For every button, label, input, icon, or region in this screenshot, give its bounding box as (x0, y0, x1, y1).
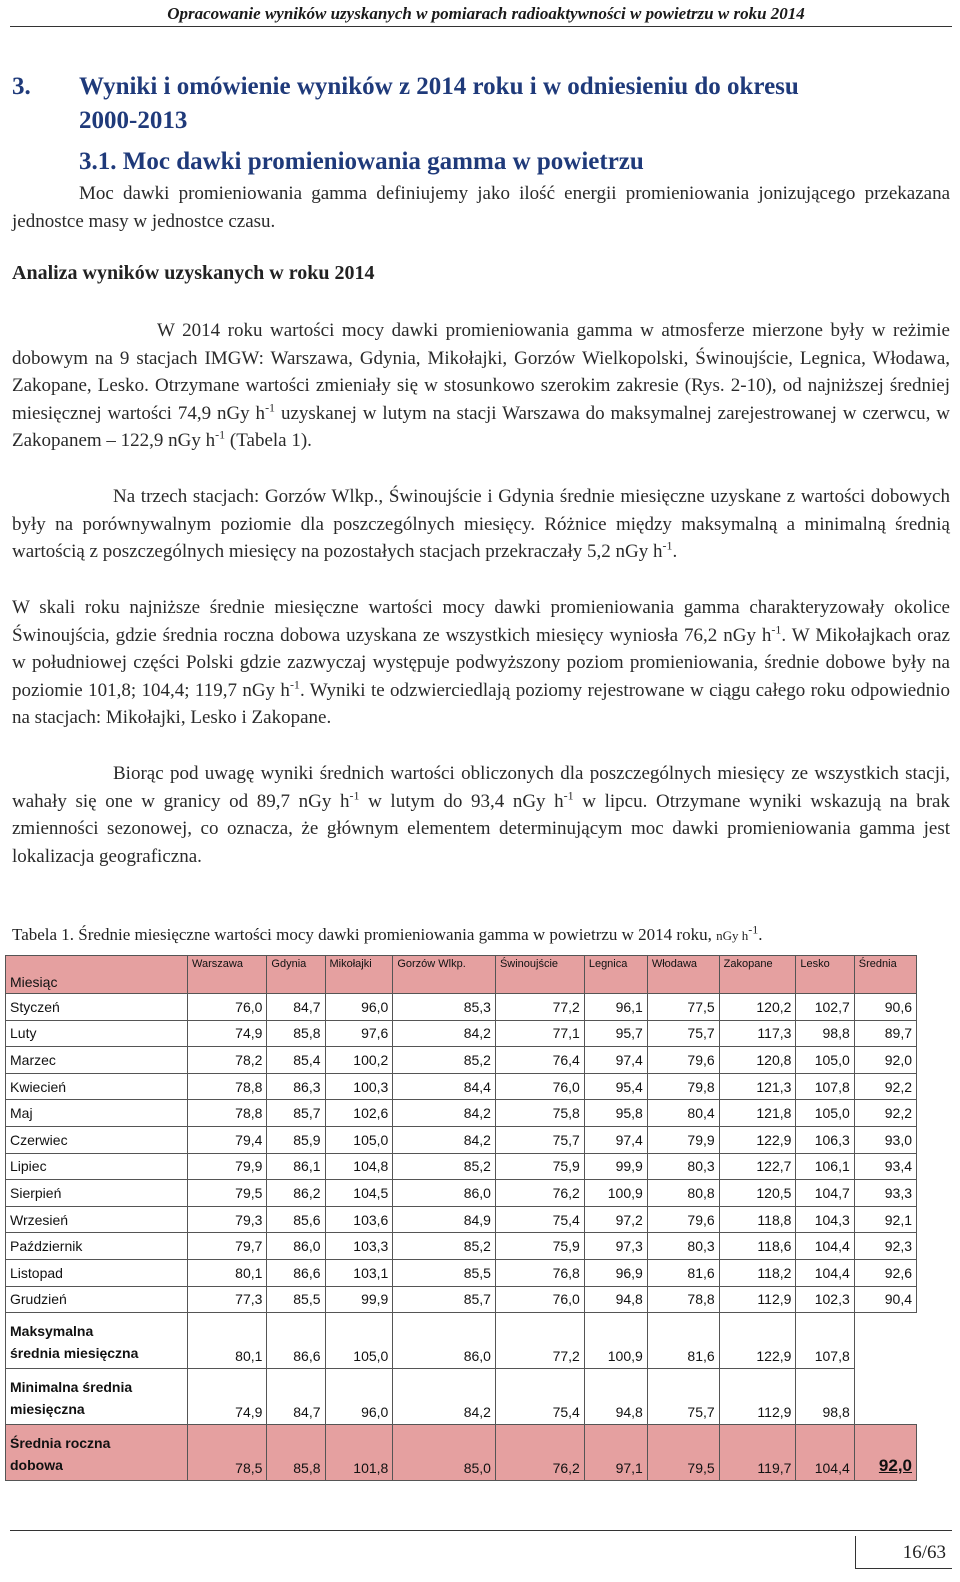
table-cell: 86,3 (267, 1073, 325, 1100)
table-header-cell: Miesiąc (6, 956, 188, 994)
paragraph-text: . W Mikołajkach oraz w południowej części Polski gdzie zazwyczaj występuje podwyższony poziom promieniowania, średnie dobowe były na poziomie 101,8; 104,4; 119,7 nGy h (12, 624, 950, 701)
row-label: Marzec (6, 1047, 188, 1074)
table-row (6, 1286, 917, 1313)
table-cell: 79,6 (647, 1206, 719, 1233)
table-cell: 86,6 (267, 1259, 325, 1286)
table-cell: 93,4 (854, 1153, 916, 1180)
table-cell: 74,9 (188, 1369, 267, 1425)
table-cell: 75,9 (495, 1233, 584, 1260)
table-cell: 75,7 (647, 1369, 719, 1425)
paragraph-text: . (672, 541, 678, 562)
table-cell: 85,2 (393, 1153, 496, 1180)
table-cell: 78,8 (188, 1100, 267, 1127)
summary-label (6, 1369, 188, 1425)
table-cell: 77,3 (188, 1286, 267, 1313)
table-cell: 79,9 (647, 1126, 719, 1153)
table-cell: 75,4 (495, 1206, 584, 1233)
table-cell: 96,1 (584, 994, 647, 1021)
table-cell: 122,7 (719, 1153, 796, 1180)
summary-label (6, 1313, 188, 1369)
analysis-paragraph-4 (12, 760, 950, 870)
table-cell: 93,3 (854, 1180, 916, 1207)
table-cell: 121,8 (719, 1100, 796, 1127)
summary-label-line1: Minimalna średnia (10, 1379, 133, 1396)
row-label: Kwiecień (6, 1073, 188, 1100)
table-cell: 112,9 (719, 1369, 796, 1425)
table-cell: 79,8 (647, 1073, 719, 1100)
table-cell: 77,5 (647, 994, 719, 1021)
summary-label-line1: Średnia roczna (10, 1435, 111, 1452)
table-cell: 84,2 (393, 1100, 496, 1127)
table-cell: 85,7 (267, 1100, 325, 1127)
table-cell: 118,6 (719, 1233, 796, 1260)
table-cell: 85,7 (393, 1286, 496, 1313)
table-caption (12, 922, 763, 945)
table-header-cell: Gdynia (267, 956, 325, 994)
summary-label-line1: Maksymalna (10, 1323, 94, 1340)
table-cell: 97,4 (584, 1047, 647, 1074)
table-cell: 89,7 (854, 1020, 916, 1047)
table-cell: 76,8 (495, 1259, 584, 1286)
table-cell: 85,6 (267, 1206, 325, 1233)
table-cell: 84,2 (393, 1126, 496, 1153)
table-cell: 79,4 (188, 1126, 267, 1153)
table-cell: 84,2 (393, 1369, 496, 1425)
table-cell: 76,0 (188, 994, 267, 1021)
caption-end: . (758, 925, 763, 944)
table-cell: 117,3 (719, 1020, 796, 1047)
footer-divider (10, 1530, 952, 1531)
superscript: -1 (215, 427, 226, 442)
analysis-heading: Analiza wyników uzyskanych w roku 2014 (12, 262, 375, 284)
row-label: Lipiec (6, 1153, 188, 1180)
table-row (6, 1100, 917, 1127)
page-number: 16/63 (902, 1542, 946, 1563)
table-cell: 77,1 (495, 1020, 584, 1047)
table-cell: 105,0 (325, 1313, 393, 1369)
table-cell: 76,2 (495, 1425, 584, 1481)
table-header-cell: Legnica (584, 956, 647, 994)
table-cell: 85,0 (393, 1425, 496, 1481)
table-cell: 97,4 (584, 1126, 647, 1153)
table-cell: 86,2 (267, 1180, 325, 1207)
table-cell: 85,8 (267, 1020, 325, 1047)
table-cell: 104,4 (796, 1425, 854, 1481)
table-cell: 95,8 (584, 1100, 647, 1127)
superscript: -1 (265, 400, 276, 415)
table-cell: 76,2 (495, 1180, 584, 1207)
table-cell: 92,2 (854, 1073, 916, 1100)
table-cell: 78,5 (188, 1425, 267, 1481)
summary-row (6, 1313, 917, 1369)
table-cell: 122,9 (719, 1126, 796, 1153)
table-cell: 96,0 (325, 1369, 393, 1425)
section-number: 3. (12, 73, 31, 100)
table-cell: 100,9 (584, 1313, 647, 1369)
table-cell: 80,3 (647, 1233, 719, 1260)
table-cell: 85,2 (393, 1233, 496, 1260)
table-cell: 76,4 (495, 1047, 584, 1074)
table-cell (854, 1369, 916, 1425)
table-cell: 85,5 (267, 1286, 325, 1313)
row-label: Październik (6, 1233, 188, 1260)
table-cell: 112,9 (719, 1286, 796, 1313)
table-cell: 75,8 (495, 1100, 584, 1127)
table-cell: 101,8 (325, 1425, 393, 1481)
table-cell: 118,8 (719, 1206, 796, 1233)
table-cell: 102,3 (796, 1286, 854, 1313)
running-header: Opracowanie wyników uzyskanych w pomiarach radioaktywności w powietrzu w roku 2014 (167, 4, 805, 23)
table-cell: 79,6 (647, 1047, 719, 1074)
table-cell: 103,1 (325, 1259, 393, 1286)
summary-label-line2: średnia miesięczna (10, 1345, 139, 1362)
table-cell: 92,6 (854, 1259, 916, 1286)
table-cell: 84,4 (393, 1073, 496, 1100)
section-heading (12, 70, 952, 138)
table-cell: 104,5 (325, 1180, 393, 1207)
paragraph-text: (Tabela 1). (225, 430, 312, 451)
table-row (6, 1206, 917, 1233)
table-cell: 105,0 (796, 1100, 854, 1127)
table-row (6, 1126, 917, 1153)
table-cell: 92,2 (854, 1100, 916, 1127)
table-cell: 99,9 (584, 1153, 647, 1180)
table-cell: 97,6 (325, 1020, 393, 1047)
table-cell: 79,5 (647, 1425, 719, 1481)
table-cell: 90,4 (854, 1286, 916, 1313)
table-cell: 75,9 (495, 1153, 584, 1180)
summary-label-line2: dobowa (10, 1457, 63, 1474)
table-cell: 79,9 (188, 1153, 267, 1180)
table-cell: 81,6 (647, 1313, 719, 1369)
row-label: Wrzesień (6, 1206, 188, 1233)
table-header-row (6, 956, 917, 994)
table-cell: 92,1 (854, 1206, 916, 1233)
row-label: Czerwiec (6, 1126, 188, 1153)
table-header-cell: Świnoujście (495, 956, 584, 994)
table-cell: 100,9 (584, 1180, 647, 1207)
table-header-cell: Gorzów Wlkp. (393, 956, 496, 994)
table-cell: 95,7 (584, 1020, 647, 1047)
table-cell: 122,9 (719, 1313, 796, 1369)
table-row (6, 1180, 917, 1207)
summary-row (6, 1425, 917, 1481)
section-title-line1: Wyniki i omówienie wyników z 2014 roku i w odniesieniu do okresu (79, 73, 799, 100)
table-cell: 85,2 (393, 1047, 496, 1074)
table-cell: 79,3 (188, 1206, 267, 1233)
table-cell: 96,0 (325, 994, 393, 1021)
definition-text: Moc dawki promieniowania gamma definiujemy jako ilość energii promieniowania jonizującego przekazana jednostce masy w jednostce czasu. (12, 183, 950, 232)
table-cell: 102,7 (796, 994, 854, 1021)
table-cell: 98,8 (796, 1020, 854, 1047)
table-cell: 85,5 (393, 1259, 496, 1286)
table-cell: 86,0 (393, 1313, 496, 1369)
row-label: Grudzień (6, 1286, 188, 1313)
table-cell: 106,1 (796, 1153, 854, 1180)
superscript: -1 (563, 788, 574, 803)
table-cell: 74,9 (188, 1020, 267, 1047)
table-header-cell: Średnia (854, 956, 916, 994)
superscript: -1 (349, 788, 360, 803)
table-cell: 78,8 (647, 1286, 719, 1313)
table-cell: 97,3 (584, 1233, 647, 1260)
table-cell: 106,3 (796, 1126, 854, 1153)
superscript: -1 (662, 538, 673, 553)
table-cell: 84,9 (393, 1206, 496, 1233)
table-cell: 80,1 (188, 1313, 267, 1369)
table-cell: 105,0 (325, 1126, 393, 1153)
row-label: Sierpień (6, 1180, 188, 1207)
table-row (6, 1259, 917, 1286)
paragraph-text: uzyskanej w lutym na stacji Warszawa do maksymalnej zarejestrowanej w czerwcu, w Zakopanem – 122,9 nGy h (12, 402, 950, 451)
table-cell: 98,8 (796, 1369, 854, 1425)
table-cell: 99,9 (325, 1286, 393, 1313)
table-cell: 75,7 (495, 1126, 584, 1153)
table-cell (854, 1313, 916, 1369)
table-row (6, 1153, 917, 1180)
table-cell: 78,2 (188, 1047, 267, 1074)
results-table (5, 955, 917, 1481)
table-cell: 100,2 (325, 1047, 393, 1074)
paragraph-text: W skali roku najniższe średnie miesięczne wartości mocy dawki promieniowania gamma charakteryzowały okolice Świnoujścia, gdzie średnia roczna dobowa uzyskana ze wszystkich miesięcy wyniosła 76,2 nGy h (12, 597, 950, 646)
row-label: Luty (6, 1020, 188, 1047)
section-title-line2: 2000-2013 (79, 107, 188, 134)
table-cell: 75,4 (495, 1369, 584, 1425)
analysis-paragraph-2 (12, 483, 950, 566)
table-cell: 78,8 (188, 1073, 267, 1100)
table-header-cell: Włodawa (647, 956, 719, 994)
caption-unit: nGy h (716, 928, 749, 943)
table-row (6, 1020, 917, 1047)
row-label: Listopad (6, 1259, 188, 1286)
table-cell: 85,9 (267, 1126, 325, 1153)
summary-label-line2: miesięczna (10, 1401, 85, 1418)
table-cell: 97,1 (584, 1425, 647, 1481)
table-cell: 80,1 (188, 1259, 267, 1286)
table-cell: 84,7 (267, 994, 325, 1021)
table-cell: 105,0 (796, 1047, 854, 1074)
table-cell: 86,1 (267, 1153, 325, 1180)
table-cell: 77,2 (495, 1313, 584, 1369)
table-cell: 103,6 (325, 1206, 393, 1233)
table-row (6, 1233, 917, 1260)
paragraph-text: . Wyniki te odzwierciedlają poziomy rejestrowane w ciągu całego roku odpowiednio na stacjach: Mikołajki, Lesko i Zakopane. (12, 679, 951, 728)
header-divider (10, 26, 952, 27)
paragraph-text: Na trzech stacjach: Gorzów Wlkp., Świnoujście i Gdynia średnie miesięczne uzyskane z wartości dobowych były na porównywalnym poziomie dla poszczególnych miesięcy. Różnice między maksymalną a minimalną średnią wartością z poszczególnych miesięcy na pozostałych stacjach przekraczały 5,2 nGy h (12, 486, 950, 562)
superscript: -1 (748, 922, 759, 937)
table-cell: 86,0 (393, 1180, 496, 1207)
table-cell: 84,2 (393, 1020, 496, 1047)
table-cell: 79,7 (188, 1233, 267, 1260)
summary-row (6, 1369, 917, 1425)
table-cell: 80,3 (647, 1153, 719, 1180)
table-header-cell: Zakopane (719, 956, 796, 994)
table-row (6, 1073, 917, 1100)
table-cell: 100,3 (325, 1073, 393, 1100)
table-cell: 80,8 (647, 1180, 719, 1207)
paragraph-text: W 2014 roku wartości mocy dawki promieniowania gamma w atmosferze mierzone były w reżimie dobowym na 9 stacjach IMGW: Warszawa, Gdynia, Mikołajki, Gorzów Wielkopolski, Świnoujście, Legnica, Włodawa, Zakopane, Lesko. Otrzymane wartości zmieniały się w stosunkowo szerokim zakresie (Rys. 2-10), od najniższej średniej miesięcznej wartości 74,9 nGy h (12, 320, 950, 424)
table-cell: 104,3 (796, 1206, 854, 1233)
table-cell: 75,7 (647, 1020, 719, 1047)
table-cell: 92,3 (854, 1233, 916, 1260)
table-cell: 94,8 (584, 1369, 647, 1425)
caption-text: Tabela 1. Średnie miesięczne wartości mocy dawki promieniowania gamma w powietrzu w 2014 roku, (12, 925, 712, 944)
row-label: Maj (6, 1100, 188, 1127)
analysis-paragraph-3 (12, 594, 950, 732)
table-header-cell: Warszawa (188, 956, 267, 994)
table-row (6, 1047, 917, 1074)
table-cell: 118,2 (719, 1259, 796, 1286)
table-cell: 76,0 (495, 1286, 584, 1313)
table-cell: 104,7 (796, 1180, 854, 1207)
table-cell: 120,5 (719, 1180, 796, 1207)
paragraph-text: Biorąc pod uwagę wyniki średnich wartości obliczonych dla poszczególnych miesięcy ze wszystkich stacji, wahały się one w granicy od 89,7 nGy h (12, 763, 950, 812)
table-cell: 120,8 (719, 1047, 796, 1074)
table-cell: 77,2 (495, 994, 584, 1021)
table-cell: 95,4 (584, 1073, 647, 1100)
table-row (6, 994, 917, 1021)
table-cell: 85,8 (267, 1425, 325, 1481)
table-cell: 103,3 (325, 1233, 393, 1260)
table-header-cell: Lesko (796, 956, 854, 994)
table-cell: 81,6 (647, 1259, 719, 1286)
paragraph-text: w lipcu. Otrzymane wyniki wskazują na brak zmienności sezonowej, co oznacza, że głównym elementem determinującym moc dawki promieniowania gamma jest lokalizacja geograficzna. (12, 790, 950, 867)
paragraph-text: w lutym do 93,4 nGy h (359, 790, 564, 812)
table-cell: 107,8 (796, 1313, 854, 1369)
table-cell: 96,9 (584, 1259, 647, 1286)
table-cell: 86,0 (267, 1233, 325, 1260)
table-cell: 102,6 (325, 1100, 393, 1127)
superscript: -1 (289, 677, 300, 692)
table-cell: 104,4 (796, 1259, 854, 1286)
table-cell: 80,4 (647, 1100, 719, 1127)
table-cell: 93,0 (854, 1126, 916, 1153)
table-cell: 79,5 (188, 1180, 267, 1207)
table-cell: 119,7 (719, 1425, 796, 1481)
table-cell: 76,0 (495, 1073, 584, 1100)
summary-label (6, 1425, 188, 1481)
table-cell: 90,6 (854, 994, 916, 1021)
table-cell: 86,6 (267, 1313, 325, 1369)
table-cell: 104,4 (796, 1233, 854, 1260)
table-cell: 94,8 (584, 1286, 647, 1313)
table-cell: 92,0 (854, 1425, 916, 1481)
definition-paragraph (12, 180, 950, 235)
table-cell: 107,8 (796, 1073, 854, 1100)
table-body (6, 994, 917, 1481)
table-cell: 92,0 (854, 1047, 916, 1074)
table-cell: 97,2 (584, 1206, 647, 1233)
superscript: -1 (771, 622, 782, 637)
table-cell: 85,3 (393, 994, 496, 1021)
table-cell: 104,8 (325, 1153, 393, 1180)
analysis-paragraph-1 (12, 317, 950, 455)
row-label: Styczeń (6, 994, 188, 1021)
table-cell: 85,4 (267, 1047, 325, 1074)
table-cell: 84,7 (267, 1369, 325, 1425)
table-cell: 121,3 (719, 1073, 796, 1100)
subsection-heading: 3.1. Moc dawki promieniowania gamma w powietrzu (79, 148, 644, 175)
table-header-cell: Mikołajki (325, 956, 393, 994)
table-cell: 120,2 (719, 994, 796, 1021)
